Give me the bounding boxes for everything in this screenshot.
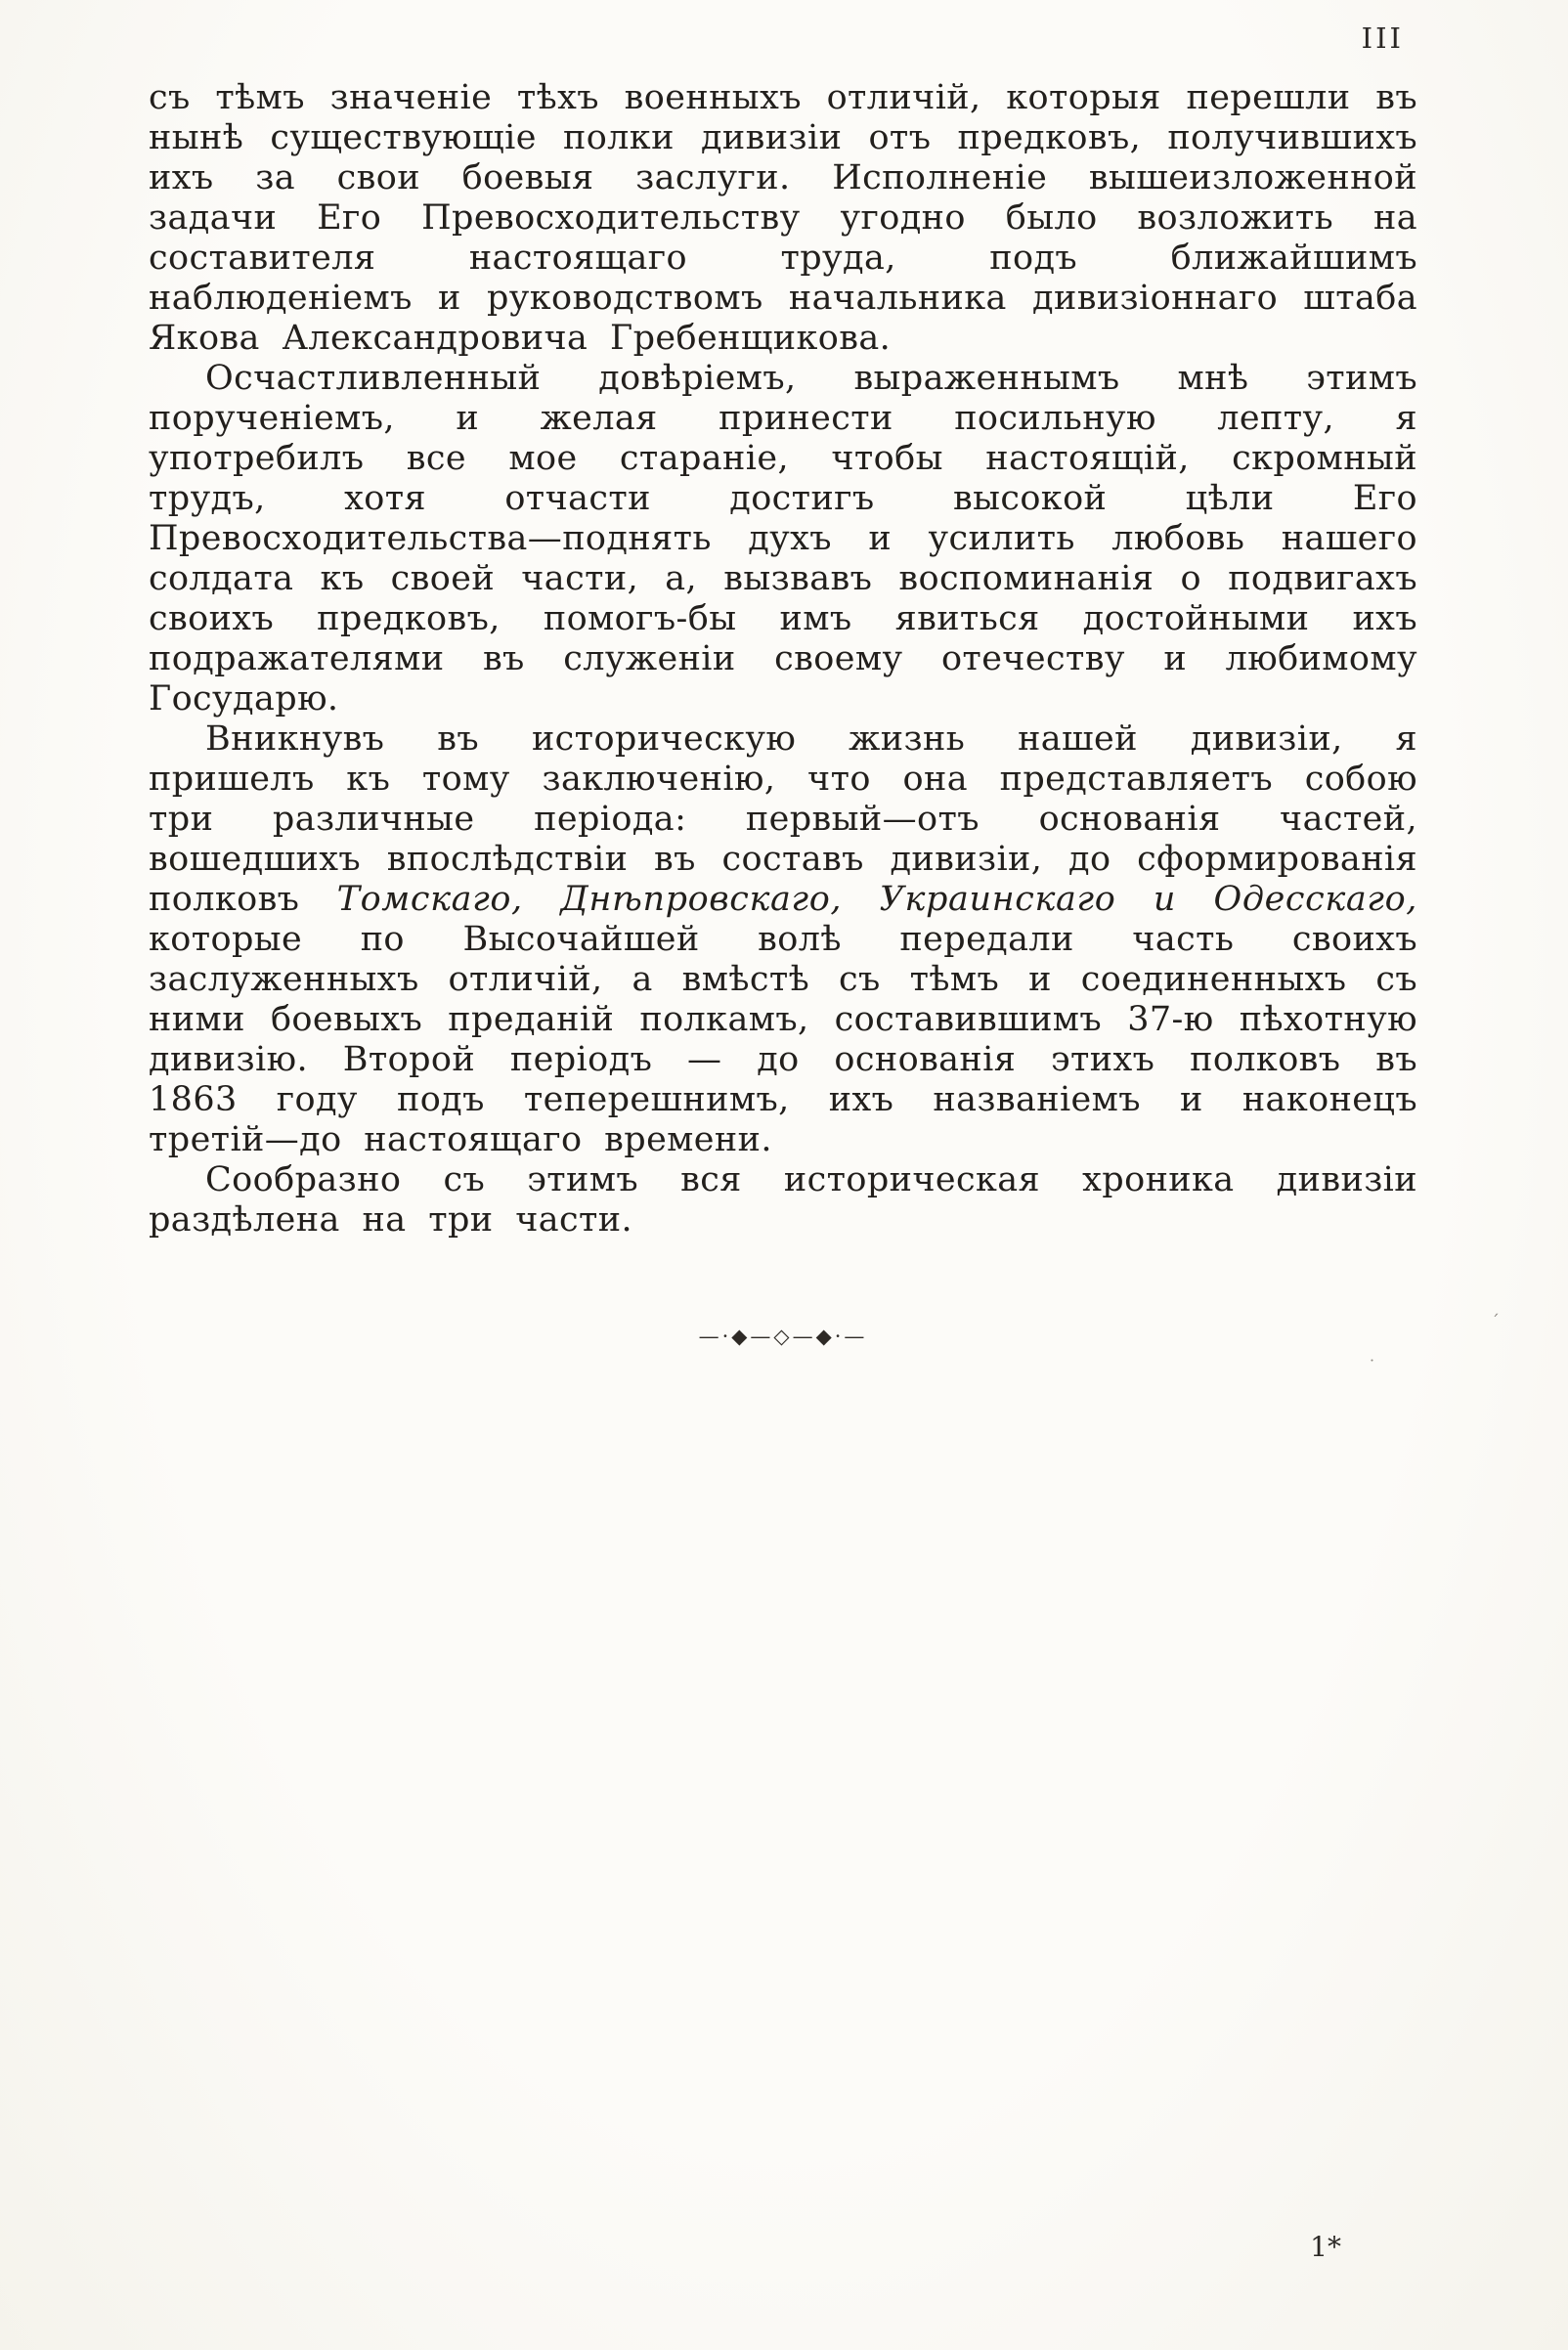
scan-artifact-speck: ´ <box>1491 1312 1500 1332</box>
paragraph-text: съ тѣмъ значеніе тѣхъ военныхъ отличій, которыя перешли въ нынѣ существующіе полки дивизіи отъ предковъ, получившихъ ихъ за свои боевыя заслуги. Исполненіе вышеизложенной задачи Его Превосходительству угодно было возложить на составителя настоящаго труда, подъ ближайшимъ наблюденіемъ и руководствомъ начальника дивизіоннаго штаба Якова Александровича Гребенщикова. <box>149 78 1417 358</box>
regiment-names-italic: Томскаго, Днѣпровскаго, Украинскаго и Одесскаго, <box>336 880 1417 919</box>
page-number: III <box>1361 22 1404 55</box>
body-text <box>149 78 1417 1357</box>
ornamental-divider-icon: —·◆—◇—◆·— <box>698 1325 868 1348</box>
paragraph-text: Вникнувъ въ историческую жизнь нашей дивизіи, я пришелъ къ тому заключенію, что она представляетъ собою три различные періода: первый—отъ основанія частей, вошедшихъ впослѣдствіи въ составъ дивизіи, до сформированія полковъ <box>149 719 1417 919</box>
paragraph-text: Осчастливленный довѣріемъ, выраженнымъ мнѣ этимъ порученіемъ, и желая принести посильную лепту, я употребилъ все мое стараніе, чтобы настоящій, скромный трудъ, хотя отчасти достигъ высокой цѣли Его Превосходительства—поднять духъ и усилить любовь нашего солдата къ своей части, а, вызвавъ воспоминанія о подвигахъ своихъ предковъ, помогъ-бы имъ явиться достойными ихъ подражателями въ служеніи своему отечеству и любимому Государю. <box>149 359 1417 718</box>
scan-artifact-speck: ˙ <box>1368 1357 1376 1377</box>
paragraph <box>149 1160 1417 1240</box>
paragraph <box>149 719 1417 1160</box>
paragraph <box>149 359 1417 719</box>
paragraph-text: которые по Высочайшей волѣ передали часть своихъ заслуженныхъ отличій, а вмѣстѣ съ тѣмъ и соединенныхъ съ ними боевыхъ преданій полкамъ, составившимъ 37-ю пѣхотную дивизію. Второй періодъ — до основанія этихъ полковъ въ 1863 году подъ теперешнимъ, ихъ названіемъ и наконецъ третій—до настоящаго времени. <box>149 920 1417 1159</box>
paragraph-text: Сообразно съ этимъ вся историческая хроника дивизіи раздѣлена на три части. <box>149 1160 1417 1240</box>
paragraph <box>149 78 1417 359</box>
signature-mark: 1* <box>1310 2231 1341 2263</box>
